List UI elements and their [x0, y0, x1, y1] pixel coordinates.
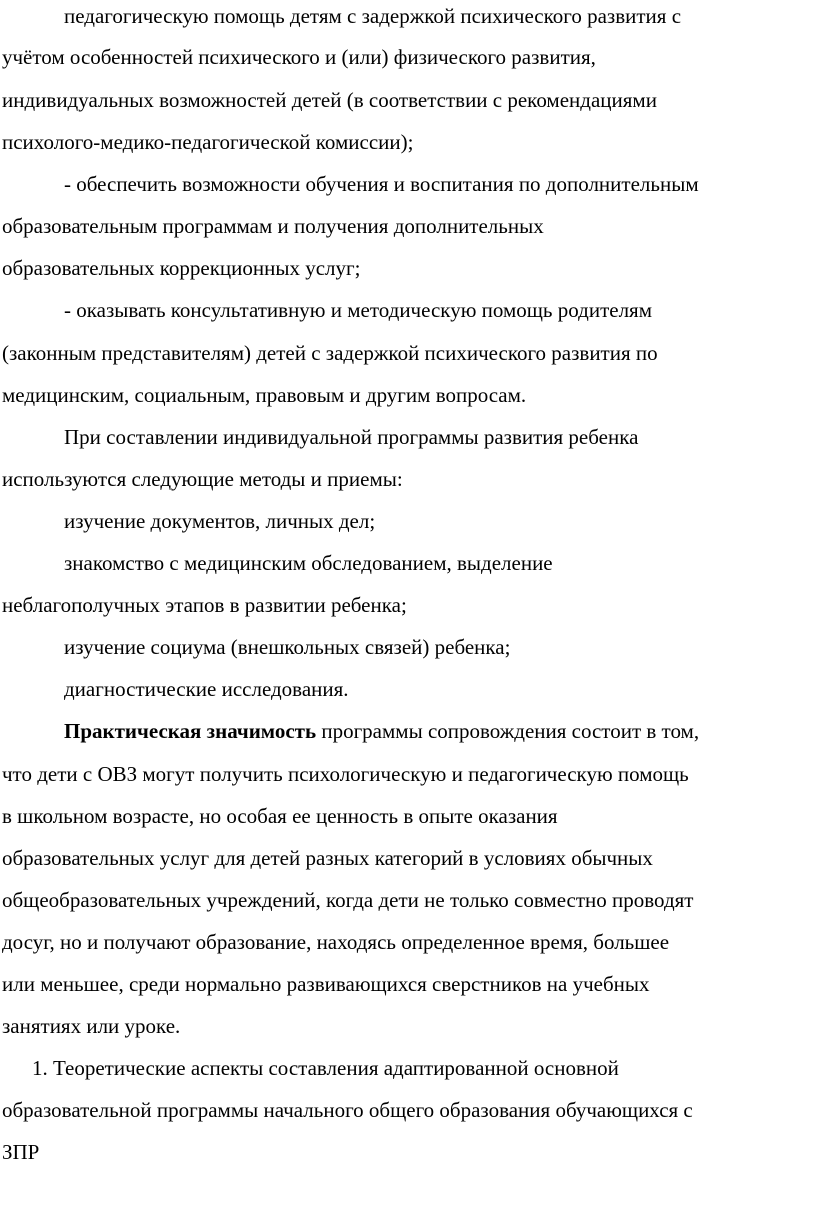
- text-line: образовательных коррекционных услуг;: [2, 256, 361, 280]
- text-line: что дети с ОВЗ могут получить психологическую и педагогическую помощь: [2, 762, 689, 786]
- section-heading: образовательной программы начального общего образования обучающихся с: [2, 1098, 693, 1122]
- text-line: образовательных услуг для детей разных категорий в условиях обычных: [2, 846, 653, 870]
- text-line: образовательным программам и получения дополнительных: [2, 214, 544, 238]
- text-line: занятиях или уроке.: [2, 1014, 181, 1038]
- text-line: используются следующие методы и приемы:: [2, 467, 403, 491]
- text-line: в школьном возрасте, но особая ее ценность в опыте оказания: [2, 804, 558, 828]
- text-line: При составлении индивидуальной программы развития ребенка: [64, 425, 639, 449]
- text-line: психолого-медико-педагогической комиссии);: [2, 130, 414, 154]
- text-line: (законным представителям) детей с задержкой психического развития по: [2, 341, 658, 365]
- text-line: знакомство с медицинским обследованием, выделение: [64, 551, 553, 575]
- text-line: изучение документов, личных дел;: [64, 509, 376, 533]
- text-line: - оказывать консультативную и методическую помощь родителям: [64, 298, 652, 322]
- text-line: медицинским, социальным, правовым и другим вопросам.: [2, 383, 527, 407]
- text-line: неблагополучных этапов в развитии ребенка;: [2, 593, 407, 617]
- text-line: или меньшее, среди нормально развивающихся сверстников на учебных: [2, 972, 650, 996]
- text-line: педагогическую помощь детям с задержкой психического развития с: [64, 4, 682, 28]
- text-line: [64, 719, 699, 743]
- text-line: досуг, но и получают образование, находясь определенное время, большее: [2, 930, 670, 954]
- text-line: общеобразовательных учреждений, когда дети не только совместно проводят: [2, 888, 694, 912]
- section-heading: ЗПР: [2, 1140, 40, 1164]
- text-line: диагностические исследования.: [64, 677, 349, 701]
- text-line: изучение социума (внешкольных связей) ребенка;: [64, 635, 511, 659]
- bold-term: Практическая значимость: [64, 719, 317, 743]
- text-line: - обеспечить возможности обучения и воспитания по дополнительным: [64, 172, 699, 196]
- section-heading: 1. Теоретические аспекты составления адаптированной основной: [32, 1056, 619, 1080]
- text-run: программы сопровождения состоит в том,: [316, 719, 700, 743]
- text-line: индивидуальных возможностей детей (в соответствии с рекомендациями: [2, 88, 657, 112]
- text-line: учётом особенностей психического и (или) физического развития,: [2, 45, 596, 69]
